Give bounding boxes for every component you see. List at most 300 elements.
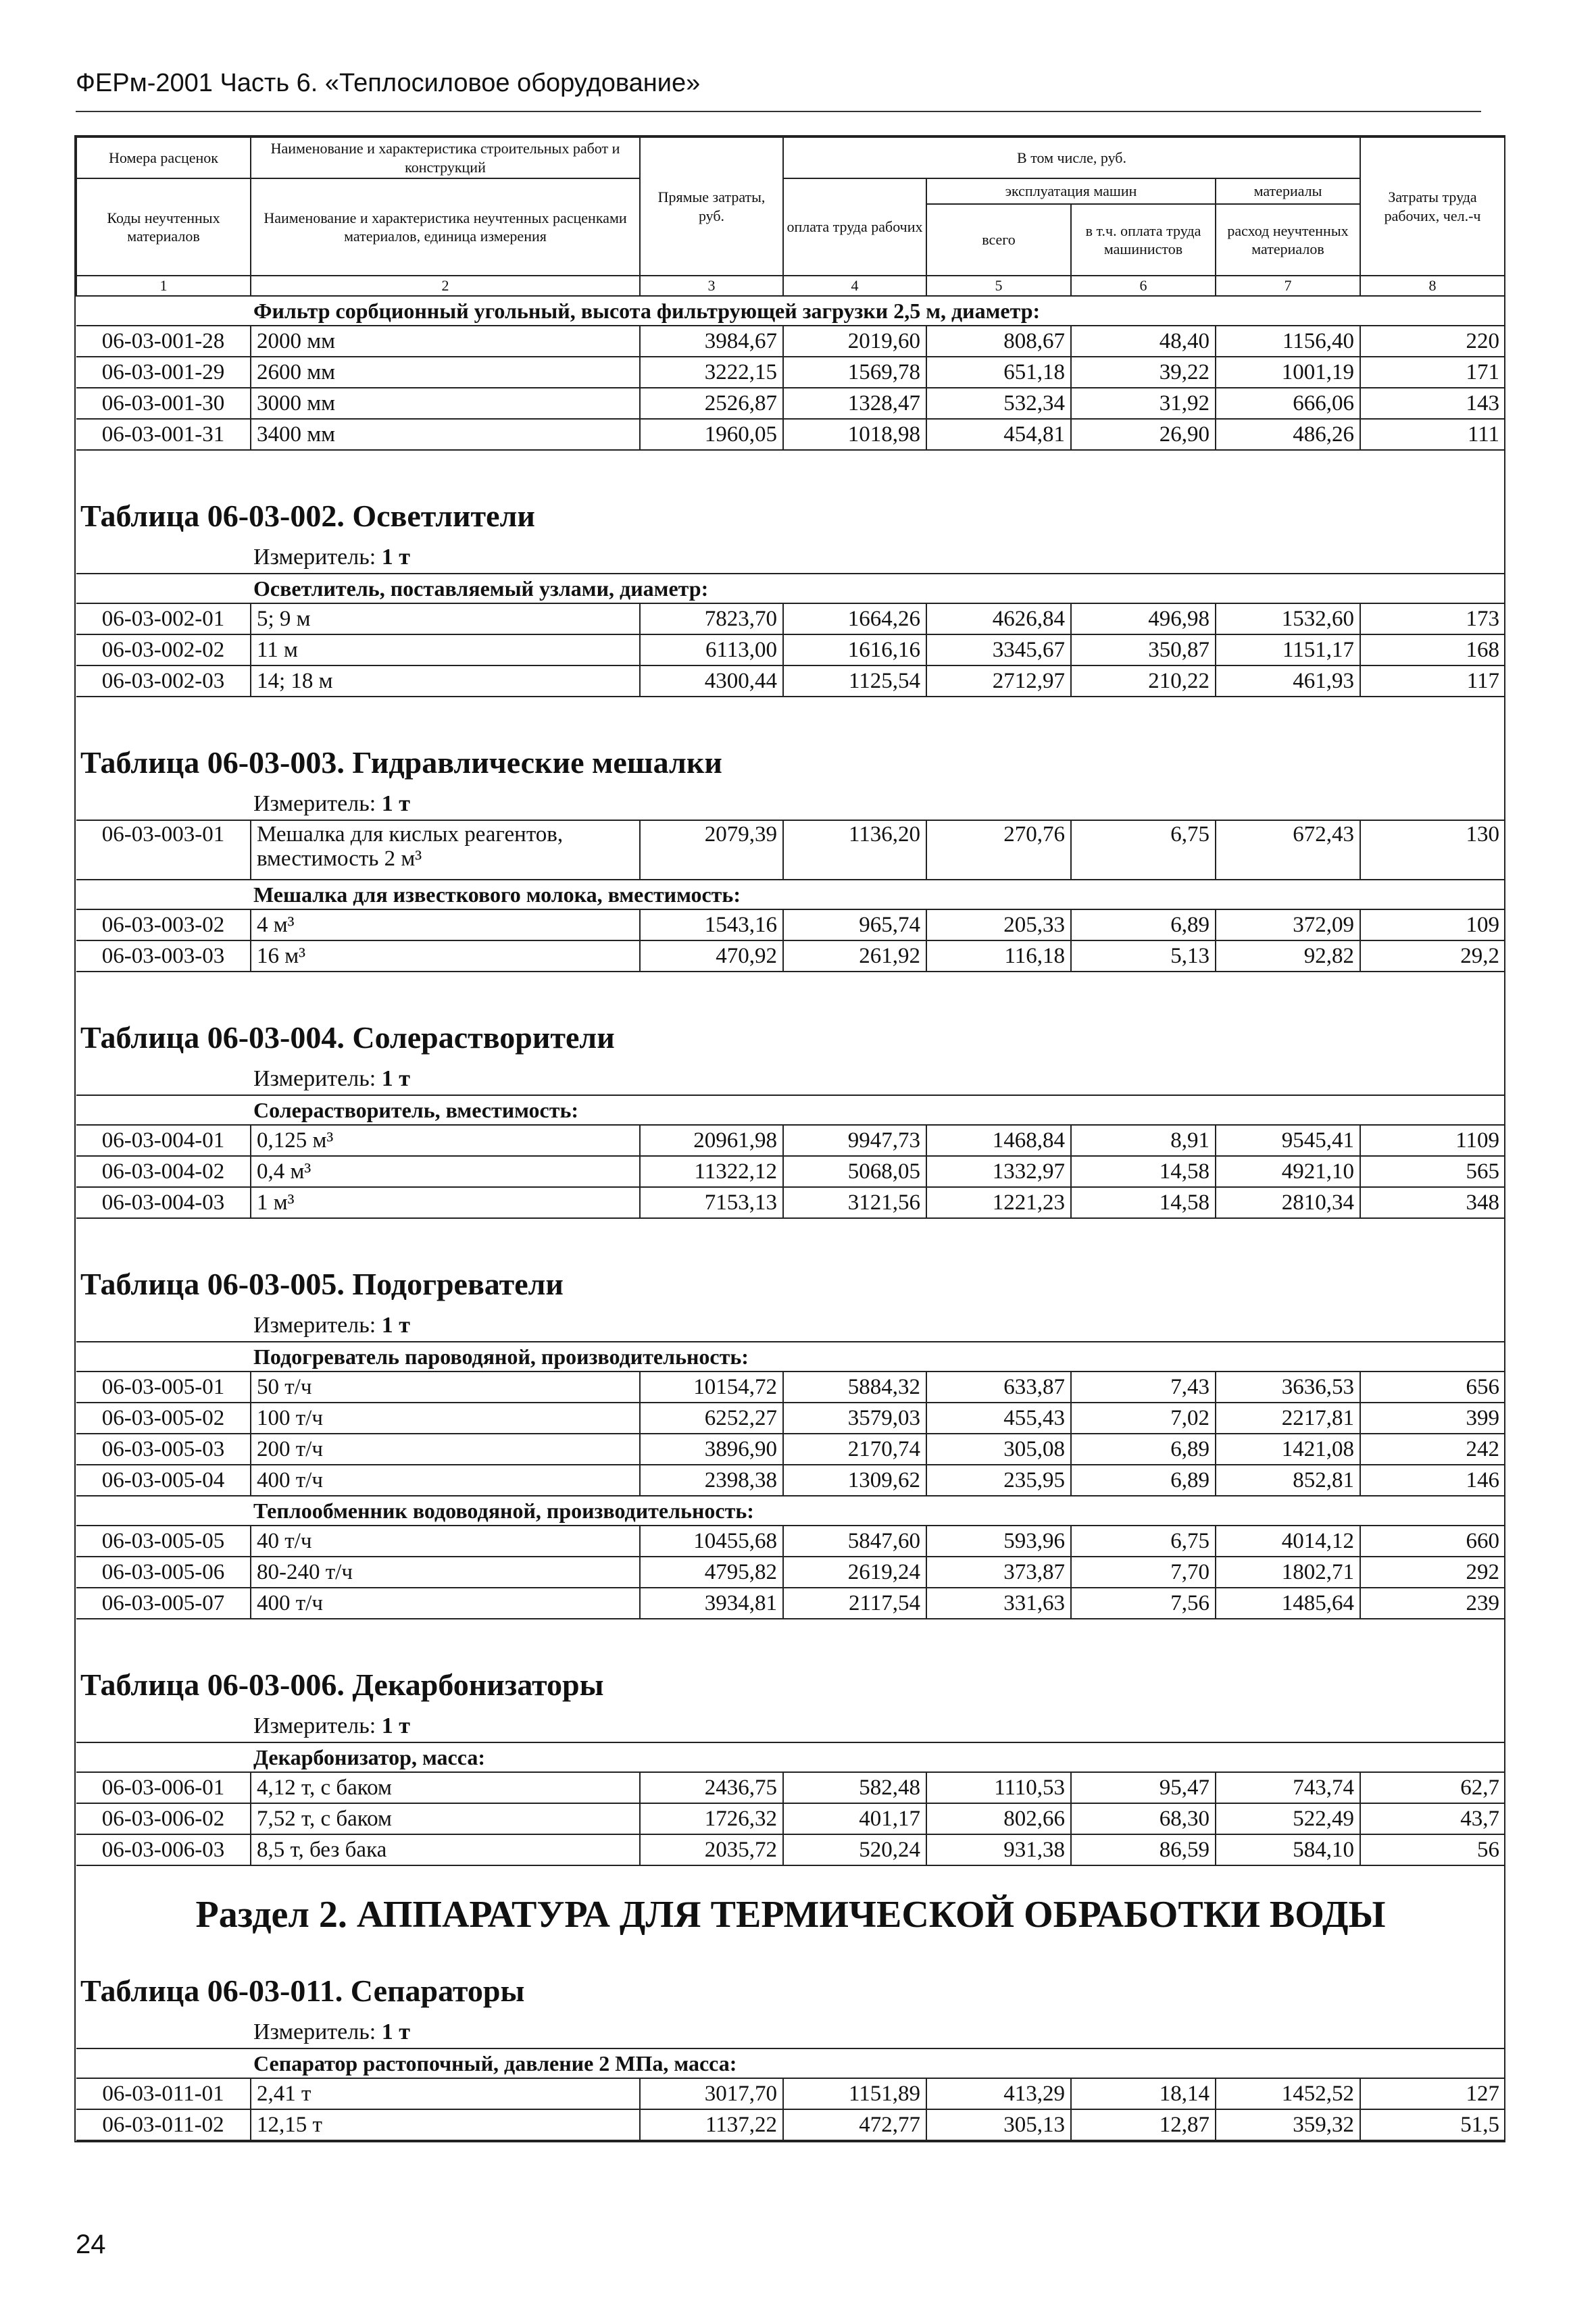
direct-costs: 3934,81 <box>640 1588 783 1619</box>
group-title: Мешалка для известкового молока, вместимость: <box>251 880 1505 909</box>
column-number-row <box>76 276 1505 296</box>
operator-wages: 210,22 <box>1071 665 1216 697</box>
operator-wages: 6,89 <box>1071 1465 1216 1496</box>
measurer-row <box>76 788 1505 820</box>
machines-total: 235,95 <box>926 1465 1071 1496</box>
direct-costs: 2526,87 <box>640 388 783 419</box>
wages: 1328,47 <box>783 388 926 419</box>
labor-hours: 660 <box>1360 1526 1505 1557</box>
table-title: Таблица 06-03-005. Подогреватели <box>80 1267 564 1301</box>
measurer-row <box>76 1310 1505 1342</box>
table-row <box>76 2078 1505 2109</box>
table-title-row <box>76 728 1505 788</box>
measurer-label: Измеритель: <box>253 1313 382 1338</box>
materials: 1421,08 <box>1216 1434 1360 1465</box>
machines-total: 4626,84 <box>926 603 1071 634</box>
work-name: 7,52 т, с баком <box>251 1803 640 1834</box>
measurer-cell <box>251 2017 1505 2048</box>
work-name: 1 м³ <box>251 1187 640 1218</box>
labor-hours: 348 <box>1360 1187 1505 1218</box>
column-number: 4 <box>783 276 926 296</box>
machines-total: 532,34 <box>926 388 1071 419</box>
work-name: 2000 мм <box>251 326 640 357</box>
table-row <box>76 1187 1505 1218</box>
materials: 9545,41 <box>1216 1125 1360 1156</box>
operator-wages: 6,75 <box>1071 820 1216 880</box>
labor-hours: 399 <box>1360 1403 1505 1434</box>
machines-total: 931,38 <box>926 1834 1071 1865</box>
wages: 401,17 <box>783 1803 926 1834</box>
table-row <box>76 1465 1505 1496</box>
machines-total: 454,81 <box>926 419 1071 450</box>
direct-costs: 6252,27 <box>640 1403 783 1434</box>
operator-wages: 6,89 <box>1071 1434 1216 1465</box>
direct-costs: 1137,22 <box>640 2109 783 2140</box>
wages: 2117,54 <box>783 1588 926 1619</box>
materials: 743,74 <box>1216 1772 1360 1803</box>
work-name: 200 т/ч <box>251 1434 640 1465</box>
group-title-row <box>76 2048 1505 2078</box>
gap-cell <box>76 697 1505 728</box>
measurer-row <box>76 2017 1505 2048</box>
direct-costs: 10455,68 <box>640 1526 783 1557</box>
materials: 1802,71 <box>1216 1557 1360 1588</box>
machines-total: 331,63 <box>926 1588 1071 1619</box>
machines-total: 633,87 <box>926 1372 1071 1403</box>
work-name: 40 т/ч <box>251 1526 640 1557</box>
col-head-labor: Затраты труда рабочих, чел.-ч <box>1360 137 1505 276</box>
materials: 1001,19 <box>1216 357 1360 388</box>
labor-hours: 130 <box>1360 820 1505 880</box>
measurer-spacer <box>76 1063 251 1095</box>
direct-costs: 11322,12 <box>640 1156 783 1187</box>
labor-hours: 29,2 <box>1360 940 1505 972</box>
direct-costs: 2398,38 <box>640 1465 783 1496</box>
gap-cell <box>76 450 1505 482</box>
direct-costs: 7823,70 <box>640 603 783 634</box>
table-row <box>76 1372 1505 1403</box>
direct-costs: 2079,39 <box>640 820 783 880</box>
table-row <box>76 2109 1505 2140</box>
direct-costs: 1543,16 <box>640 909 783 940</box>
machines-total: 116,18 <box>926 940 1071 972</box>
work-name: 14; 18 м <box>251 665 640 697</box>
materials: 1452,52 <box>1216 2078 1360 2109</box>
labor-hours: 127 <box>1360 2078 1505 2109</box>
materials: 3636,53 <box>1216 1372 1360 1403</box>
labor-hours: 62,7 <box>1360 1772 1505 1803</box>
work-name: 0,4 м³ <box>251 1156 640 1187</box>
group-spacer <box>76 296 251 326</box>
gap-cell <box>76 972 1505 1003</box>
labor-hours: 1109 <box>1360 1125 1505 1156</box>
work-name: 400 т/ч <box>251 1465 640 1496</box>
labor-hours: 56 <box>1360 1834 1505 1865</box>
operator-wages: 350,87 <box>1071 634 1216 665</box>
materials: 372,09 <box>1216 909 1360 940</box>
table-title-row <box>76 1957 1505 2017</box>
rate-code: 06-03-011-01 <box>76 2078 251 2109</box>
materials: 4921,10 <box>1216 1156 1360 1187</box>
group-title-row <box>76 574 1505 603</box>
operator-wages: 6,75 <box>1071 1526 1216 1557</box>
table-row <box>76 1772 1505 1803</box>
operator-wages: 7,56 <box>1071 1588 1216 1619</box>
group-title: Подогреватель пароводяной, производительность: <box>251 1342 1505 1372</box>
section-title: Раздел 2. АППАРАТУРА ДЛЯ ТЕРМИЧЕСКОЙ ОБРАБОТКИ ВОДЫ <box>195 1894 1386 1936</box>
materials: 92,82 <box>1216 940 1360 972</box>
operator-wages: 6,89 <box>1071 909 1216 940</box>
materials: 359,32 <box>1216 2109 1360 2140</box>
wages: 2019,60 <box>783 326 926 357</box>
direct-costs: 470,92 <box>640 940 783 972</box>
column-number: 2 <box>251 276 640 296</box>
measurer-value: 1 т <box>381 1313 410 1338</box>
rate-code: 06-03-004-02 <box>76 1156 251 1187</box>
labor-hours: 239 <box>1360 1588 1505 1619</box>
col-head-material-codes: Коды неучтенных материалов <box>76 178 251 276</box>
group-title: Декарбонизатор, масса: <box>251 1742 1505 1772</box>
rate-code: 06-03-005-02 <box>76 1403 251 1434</box>
direct-costs: 3017,70 <box>640 2078 783 2109</box>
table-title: Таблица 06-03-006. Декарбонизаторы <box>80 1667 604 1702</box>
materials: 2810,34 <box>1216 1187 1360 1218</box>
work-name: 100 т/ч <box>251 1403 640 1434</box>
col-head-operator-wages: в т.ч. оплата труда машинистов <box>1071 204 1216 276</box>
wages: 1569,78 <box>783 357 926 388</box>
direct-costs: 6113,00 <box>640 634 783 665</box>
materials: 672,43 <box>1216 820 1360 880</box>
rate-code: 06-03-004-03 <box>76 1187 251 1218</box>
measurer-cell <box>251 542 1505 574</box>
machines-total: 413,29 <box>926 2078 1071 2109</box>
group-spacer <box>76 1496 251 1526</box>
materials: 666,06 <box>1216 388 1360 419</box>
rates-table-frame <box>74 135 1505 2142</box>
work-name: 11 м <box>251 634 640 665</box>
measurer-label: Измеритель: <box>253 2019 382 2044</box>
materials: 486,26 <box>1216 419 1360 450</box>
table-row <box>76 820 1505 880</box>
machines-total: 1468,84 <box>926 1125 1071 1156</box>
col-head-including: В том числе, руб. <box>783 137 1360 178</box>
measurer-label: Измеритель: <box>253 791 382 816</box>
labor-hours: 168 <box>1360 634 1505 665</box>
table-row <box>76 419 1505 450</box>
rate-code: 06-03-002-02 <box>76 634 251 665</box>
operator-wages: 95,47 <box>1071 1772 1216 1803</box>
operator-wages: 7,70 <box>1071 1557 1216 1588</box>
work-name: 80-240 т/ч <box>251 1557 640 1588</box>
rate-code: 06-03-005-04 <box>76 1465 251 1496</box>
work-name: 2600 мм <box>251 357 640 388</box>
work-name: 50 т/ч <box>251 1372 640 1403</box>
operator-wages: 496,98 <box>1071 603 1216 634</box>
work-name: 4,12 т, с баком <box>251 1772 640 1803</box>
machines-total: 651,18 <box>926 357 1071 388</box>
materials: 1156,40 <box>1216 326 1360 357</box>
column-number: 1 <box>76 276 251 296</box>
block-gap <box>76 697 1505 728</box>
labor-hours: 242 <box>1360 1434 1505 1465</box>
measurer-cell <box>251 1711 1505 1742</box>
group-title-row <box>76 880 1505 909</box>
materials: 4014,12 <box>1216 1526 1360 1557</box>
machines-total: 305,08 <box>926 1434 1071 1465</box>
direct-costs: 2035,72 <box>640 1834 783 1865</box>
machines-total: 305,13 <box>926 2109 1071 2140</box>
wages: 1151,89 <box>783 2078 926 2109</box>
table-row <box>76 1588 1505 1619</box>
direct-costs: 2436,75 <box>640 1772 783 1803</box>
block-gap <box>76 1619 1505 1651</box>
group-title-row <box>76 1742 1505 1772</box>
measurer-label: Измеритель: <box>253 1066 382 1091</box>
labor-hours: 109 <box>1360 909 1505 940</box>
materials: 1532,60 <box>1216 603 1360 634</box>
wages: 1616,16 <box>783 634 926 665</box>
wages: 5068,05 <box>783 1156 926 1187</box>
wages: 582,48 <box>783 1772 926 1803</box>
table-title-row <box>76 1250 1505 1310</box>
measurer-value: 1 т <box>381 1713 410 1738</box>
operator-wages: 86,59 <box>1071 1834 1216 1865</box>
col-head-rate-numbers: Номера расценок <box>76 137 251 178</box>
labor-hours: 171 <box>1360 357 1505 388</box>
col-head-material-name: Наименование и характеристика неучтенных расценками материалов, единица измерения <box>251 178 640 276</box>
table-row <box>76 357 1505 388</box>
measurer-value: 1 т <box>381 791 410 816</box>
rate-code: 06-03-005-06 <box>76 1557 251 1588</box>
table-title: Таблица 06-03-003. Гидравлические мешалки <box>80 745 722 780</box>
rate-code: 06-03-001-29 <box>76 357 251 388</box>
wages: 261,92 <box>783 940 926 972</box>
col-head-direct-costs: Прямые затраты, руб. <box>640 137 783 276</box>
wages: 2170,74 <box>783 1434 926 1465</box>
rate-code: 06-03-003-03 <box>76 940 251 972</box>
table-row <box>76 940 1505 972</box>
wages: 3579,03 <box>783 1403 926 1434</box>
col-head-materials: материалы <box>1216 178 1360 204</box>
table-row <box>76 388 1505 419</box>
operator-wages: 14,58 <box>1071 1156 1216 1187</box>
labor-hours: 117 <box>1360 665 1505 697</box>
wages: 520,24 <box>783 1834 926 1865</box>
direct-costs: 10154,72 <box>640 1372 783 1403</box>
materials: 1485,64 <box>1216 1588 1360 1619</box>
measurer-spacer <box>76 542 251 574</box>
measurer-spacer <box>76 1711 251 1742</box>
rate-code: 06-03-001-28 <box>76 326 251 357</box>
wages: 1018,98 <box>783 419 926 450</box>
machines-total: 1332,97 <box>926 1156 1071 1187</box>
rate-code: 06-03-005-01 <box>76 1372 251 1403</box>
table-row <box>76 909 1505 940</box>
machines-total: 802,66 <box>926 1803 1071 1834</box>
col-head-machines-total: всего <box>926 204 1071 276</box>
measurer-cell <box>251 1310 1505 1342</box>
group-title: Фильтр сорбционный угольный, высота фильтрующей загрузки 2,5 м, диаметр: <box>251 296 1505 326</box>
operator-wages: 39,22 <box>1071 357 1216 388</box>
gap-cell <box>76 1218 1505 1250</box>
direct-costs: 3896,90 <box>640 1434 783 1465</box>
labor-hours: 173 <box>1360 603 1505 634</box>
labor-hours: 565 <box>1360 1156 1505 1187</box>
table-row <box>76 326 1505 357</box>
materials: 522,49 <box>1216 1803 1360 1834</box>
measurer-label: Измеритель: <box>253 545 382 570</box>
table-row <box>76 1803 1505 1834</box>
operator-wages: 7,43 <box>1071 1372 1216 1403</box>
direct-costs: 1726,32 <box>640 1803 783 1834</box>
direct-costs: 7153,13 <box>640 1187 783 1218</box>
labor-hours: 51,5 <box>1360 2109 1505 2140</box>
wages: 9947,73 <box>783 1125 926 1156</box>
column-number: 8 <box>1360 276 1505 296</box>
work-name: 400 т/ч <box>251 1588 640 1619</box>
labor-hours: 656 <box>1360 1372 1505 1403</box>
table-row <box>76 634 1505 665</box>
table-row <box>76 665 1505 697</box>
measurer-row <box>76 542 1505 574</box>
column-number: 3 <box>640 276 783 296</box>
rate-code: 06-03-006-03 <box>76 1834 251 1865</box>
operator-wages: 18,14 <box>1071 2078 1216 2109</box>
col-head-machines: эксплуатация машин <box>926 178 1216 204</box>
machines-total: 2712,97 <box>926 665 1071 697</box>
wages: 1125,54 <box>783 665 926 697</box>
machines-total: 373,87 <box>926 1557 1071 1588</box>
table-row <box>76 1156 1505 1187</box>
header-rule <box>76 111 1481 112</box>
col-head-work-name: Наименование и характеристика строительных работ и конструкций <box>251 137 640 178</box>
group-spacer <box>76 880 251 909</box>
measurer-spacer <box>76 788 251 820</box>
rate-code: 06-03-002-01 <box>76 603 251 634</box>
group-title: Сепаратор растопочный, давление 2 МПа, масса: <box>251 2048 1505 2078</box>
operator-wages: 31,92 <box>1071 388 1216 419</box>
rate-code: 06-03-005-03 <box>76 1434 251 1465</box>
labor-hours: 292 <box>1360 1557 1505 1588</box>
machines-total: 3345,67 <box>926 634 1071 665</box>
operator-wages: 5,13 <box>1071 940 1216 972</box>
measurer-label: Измеритель: <box>253 1713 382 1738</box>
group-spacer <box>76 1095 251 1125</box>
machines-total: 270,76 <box>926 820 1071 880</box>
group-title: Солерастворитель, вместимость: <box>251 1095 1505 1125</box>
group-spacer <box>76 1342 251 1372</box>
work-name: 4 м³ <box>251 909 640 940</box>
rate-code: 06-03-003-02 <box>76 909 251 940</box>
group-spacer <box>76 1742 251 1772</box>
work-name: 3400 мм <box>251 419 640 450</box>
table-row <box>76 1434 1505 1465</box>
operator-wages: 14,58 <box>1071 1187 1216 1218</box>
labor-hours: 146 <box>1360 1465 1505 1496</box>
rate-code: 06-03-006-02 <box>76 1803 251 1834</box>
work-name: 5; 9 м <box>251 603 640 634</box>
operator-wages: 26,90 <box>1071 419 1216 450</box>
table-title: Таблица 06-03-004. Солерастворители <box>80 1020 615 1055</box>
machines-total: 205,33 <box>926 909 1071 940</box>
machines-total: 1110,53 <box>926 1772 1071 1803</box>
wages: 5847,60 <box>783 1526 926 1557</box>
rate-code: 06-03-006-01 <box>76 1772 251 1803</box>
materials: 1151,17 <box>1216 634 1360 665</box>
page-number: 24 <box>76 2230 106 2259</box>
measurer-row <box>76 1711 1505 1742</box>
group-spacer <box>76 2048 251 2078</box>
measurer-spacer <box>76 1310 251 1342</box>
table-row <box>76 1526 1505 1557</box>
operator-wages: 8,91 <box>1071 1125 1216 1156</box>
table-row <box>76 603 1505 634</box>
table-title: Таблица 06-03-011. Сепараторы <box>80 1973 525 2008</box>
work-name: 12,15 т <box>251 2109 640 2140</box>
labor-hours: 43,7 <box>1360 1803 1505 1834</box>
work-name: 0,125 м³ <box>251 1125 640 1156</box>
machines-total: 808,67 <box>926 326 1071 357</box>
measurer-cell <box>251 1063 1505 1095</box>
rate-code: 06-03-005-05 <box>76 1526 251 1557</box>
measurer-row <box>76 1063 1505 1095</box>
direct-costs: 20961,98 <box>640 1125 783 1156</box>
table-row <box>76 1834 1505 1865</box>
rate-code: 06-03-004-01 <box>76 1125 251 1156</box>
machines-total: 1221,23 <box>926 1187 1071 1218</box>
group-title: Осветлитель, поставляемый узлами, диаметр: <box>251 574 1505 603</box>
group-title-row <box>76 1496 1505 1526</box>
machines-total: 455,43 <box>926 1403 1071 1434</box>
wages: 2619,24 <box>783 1557 926 1588</box>
rate-code: 06-03-002-03 <box>76 665 251 697</box>
work-name: 2,41 т <box>251 2078 640 2109</box>
operator-wages: 7,02 <box>1071 1403 1216 1434</box>
work-name: 3000 мм <box>251 388 640 419</box>
labor-hours: 143 <box>1360 388 1505 419</box>
measurer-value: 1 т <box>381 545 410 570</box>
measurer-spacer <box>76 2017 251 2048</box>
table-title-row <box>76 482 1505 542</box>
rates-table <box>76 136 1505 2141</box>
block-gap <box>76 1218 1505 1250</box>
direct-costs: 1960,05 <box>640 419 783 450</box>
operator-wages: 68,30 <box>1071 1803 1216 1834</box>
work-name: 16 м³ <box>251 940 640 972</box>
group-title: Теплообменник водоводяной, производительность: <box>251 1496 1505 1526</box>
table-title-row <box>76 1651 1505 1711</box>
machines-total: 593,96 <box>926 1526 1071 1557</box>
wages: 472,77 <box>783 2109 926 2140</box>
table-row <box>76 1557 1505 1588</box>
wages: 1136,20 <box>783 820 926 880</box>
measurer-value: 1 т <box>381 2019 410 2044</box>
measurer-cell <box>251 788 1505 820</box>
direct-costs: 4795,82 <box>640 1557 783 1588</box>
block-gap <box>76 450 1505 482</box>
labor-hours: 111 <box>1360 419 1505 450</box>
column-number: 5 <box>926 276 1071 296</box>
operator-wages: 48,40 <box>1071 326 1216 357</box>
section-row <box>76 1865 1505 1957</box>
col-head-wages: оплата труда рабочих <box>783 178 926 276</box>
table-title: Таблица 06-03-002. Осветлители <box>80 499 535 533</box>
materials: 2217,81 <box>1216 1403 1360 1434</box>
work-name: 8,5 т, без бака <box>251 1834 640 1865</box>
wages: 1664,26 <box>783 603 926 634</box>
group-spacer <box>76 574 251 603</box>
rate-code: 06-03-005-07 <box>76 1588 251 1619</box>
